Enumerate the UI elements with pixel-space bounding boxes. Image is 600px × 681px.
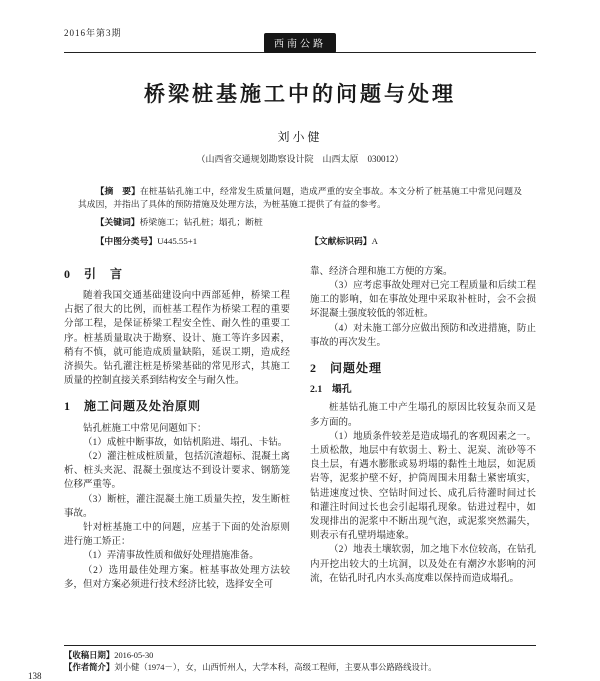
keywords [78, 216, 522, 229]
doc-code [310, 235, 378, 248]
issue-label: 2016年第3期 [64, 28, 122, 38]
article-meta [78, 185, 522, 248]
body-paragraph: （3）应考虑事故处理对已完工程质量和后续工程施工的影响，如在事故处理中采取补桩时，会不会损坏混凝土强度较低的邻近桩。 [310, 281, 536, 320]
page-number: 138 [28, 671, 42, 681]
abstract-label: 【摘 要】 [95, 186, 141, 196]
body-paragraph: （2）地表土壤软弱，加之地下水位较高，在钻孔内开挖出较大的土坑洞，以及处在有潮汐水影响的河流，在钻孔时孔内水头高度难以保持而造成塌孔。 [310, 545, 536, 584]
page-header [64, 0, 536, 53]
article-body [64, 265, 536, 592]
body-paragraph: 桩基钻孔施工中产生塌孔的原因比较复杂而又是多方面的。 [310, 403, 536, 428]
body-paragraph: （4）对未施工部分应做出预防和改进措施，防止事故的再次发生。 [310, 323, 536, 348]
bio-label: 【作者简介】 [64, 663, 115, 673]
article-title: 桥梁桩基施工中的问题与处理 [144, 82, 456, 106]
body-paragraph: （2）选用最佳处理方案。桩基事故处理方法较多，但对方案必须进行技术经济比较，选择安全可 [64, 565, 290, 590]
body-paragraph: （1）成桩中断事故，如钻机陷进、塌孔、卡钻。 [83, 437, 288, 448]
subsection-heading: 2.1 塌孔 [310, 384, 352, 396]
body-paragraph: （2）灌注桩成桩质量，包括沉渣超标、混凝土离析、桩头夹泥、混凝土强度达不到设计要求、钢筋笼位移严重等。 [64, 452, 290, 491]
author-name: 刘小健 [277, 130, 323, 144]
section-heading: 0 引 言 [64, 266, 124, 281]
clc-value: U445.55+1 [157, 235, 198, 246]
right-column [310, 265, 536, 592]
keywords-label: 【关键词】 [95, 217, 140, 228]
body-paragraph: 针对桩基施工中的问题，应基于下面的处治原则进行施工矫正： [64, 523, 290, 548]
body-paragraph: 靠、经济合理和施工方便的方案。 [310, 266, 453, 277]
section-heading: 1 施工问题及处治原则 [64, 399, 202, 414]
classification-row [78, 235, 522, 248]
author-bio-line [64, 662, 536, 674]
doc-code-value: A [371, 235, 378, 246]
abstract-text: 在桩基钻孔施工中，经常发生质量问题，造成严重的安全事故。本文分析了桩基施工中常见问题及其成因，并指出了具体的预防措施及处理方法，为桩基施工提供了有益的参考。 [78, 186, 522, 210]
author-affiliation: （山西省交通规划勘察设计院 山西太原 030012） [196, 154, 404, 164]
body-paragraph: 随着我国交通基础建设向中西部延伸，桥梁工程占据了很大的比例，而桩基工程作为桥梁工程的重要分部工程，是保证桥梁工程安全性、耐久性的重要工序。桩基质量取决于勘察、设计、施工等许多因素，稍有不慎，就可能造成质量缺陷，延误工期，造成经济损失。钻孔灌注桩是桥梁基础的常见形式，其施工质量的控制直接关系到结构安全与耐久性。 [64, 291, 290, 387]
footnotes [64, 645, 536, 675]
body-paragraph: （3）断桩，灌注混凝土施工质量失控，发生断桩事故。 [64, 494, 290, 519]
received-date-line [64, 650, 536, 662]
abstract [78, 185, 522, 211]
body-paragraph: 钻孔桩施工中常见问题如下： [83, 423, 207, 434]
body-paragraph: （1）弄清事故性质和做好处理措施准备。 [83, 551, 259, 562]
received-value: 2016-05-30 [114, 651, 154, 660]
left-column [64, 265, 290, 592]
body-paragraph: （1）地质条件较差是造成塌孔的客观因素之一。土质松散，地层中有软弱土、粉土、泥炭、流砂等不良土层，有遇水膨胀或易坍塌的黏性土地层，如泥质岩等，泥浆护壁不好，护筒周围未用黏土紧密填实，钻进速度过快、空钻时间过长、成孔后待灌时间过长和灌注时间过长也会引起塌孔现象。钻进过程中，如发现排出的泥浆中不断出现气泡，或泥浆突然漏失，则表示有孔壁坍塌迹象。 [310, 431, 536, 542]
keywords-text: 桥梁施工；钻孔桩；塌孔；断桩 [139, 217, 263, 228]
clc-number [96, 236, 198, 246]
journal-name-badge: 西南公路 [264, 33, 336, 53]
doc-code-label: 【文献标识码】 [310, 235, 372, 246]
received-label: 【收稿日期】 [64, 651, 115, 660]
bio-value: 刘小健（1974－），女，山西忻州人，大学本科，高级工程师，主要从事公路路线设计。 [114, 663, 437, 673]
clc-label: 【中图分类号】 [95, 235, 158, 246]
section-heading: 2 问题处理 [310, 361, 383, 376]
